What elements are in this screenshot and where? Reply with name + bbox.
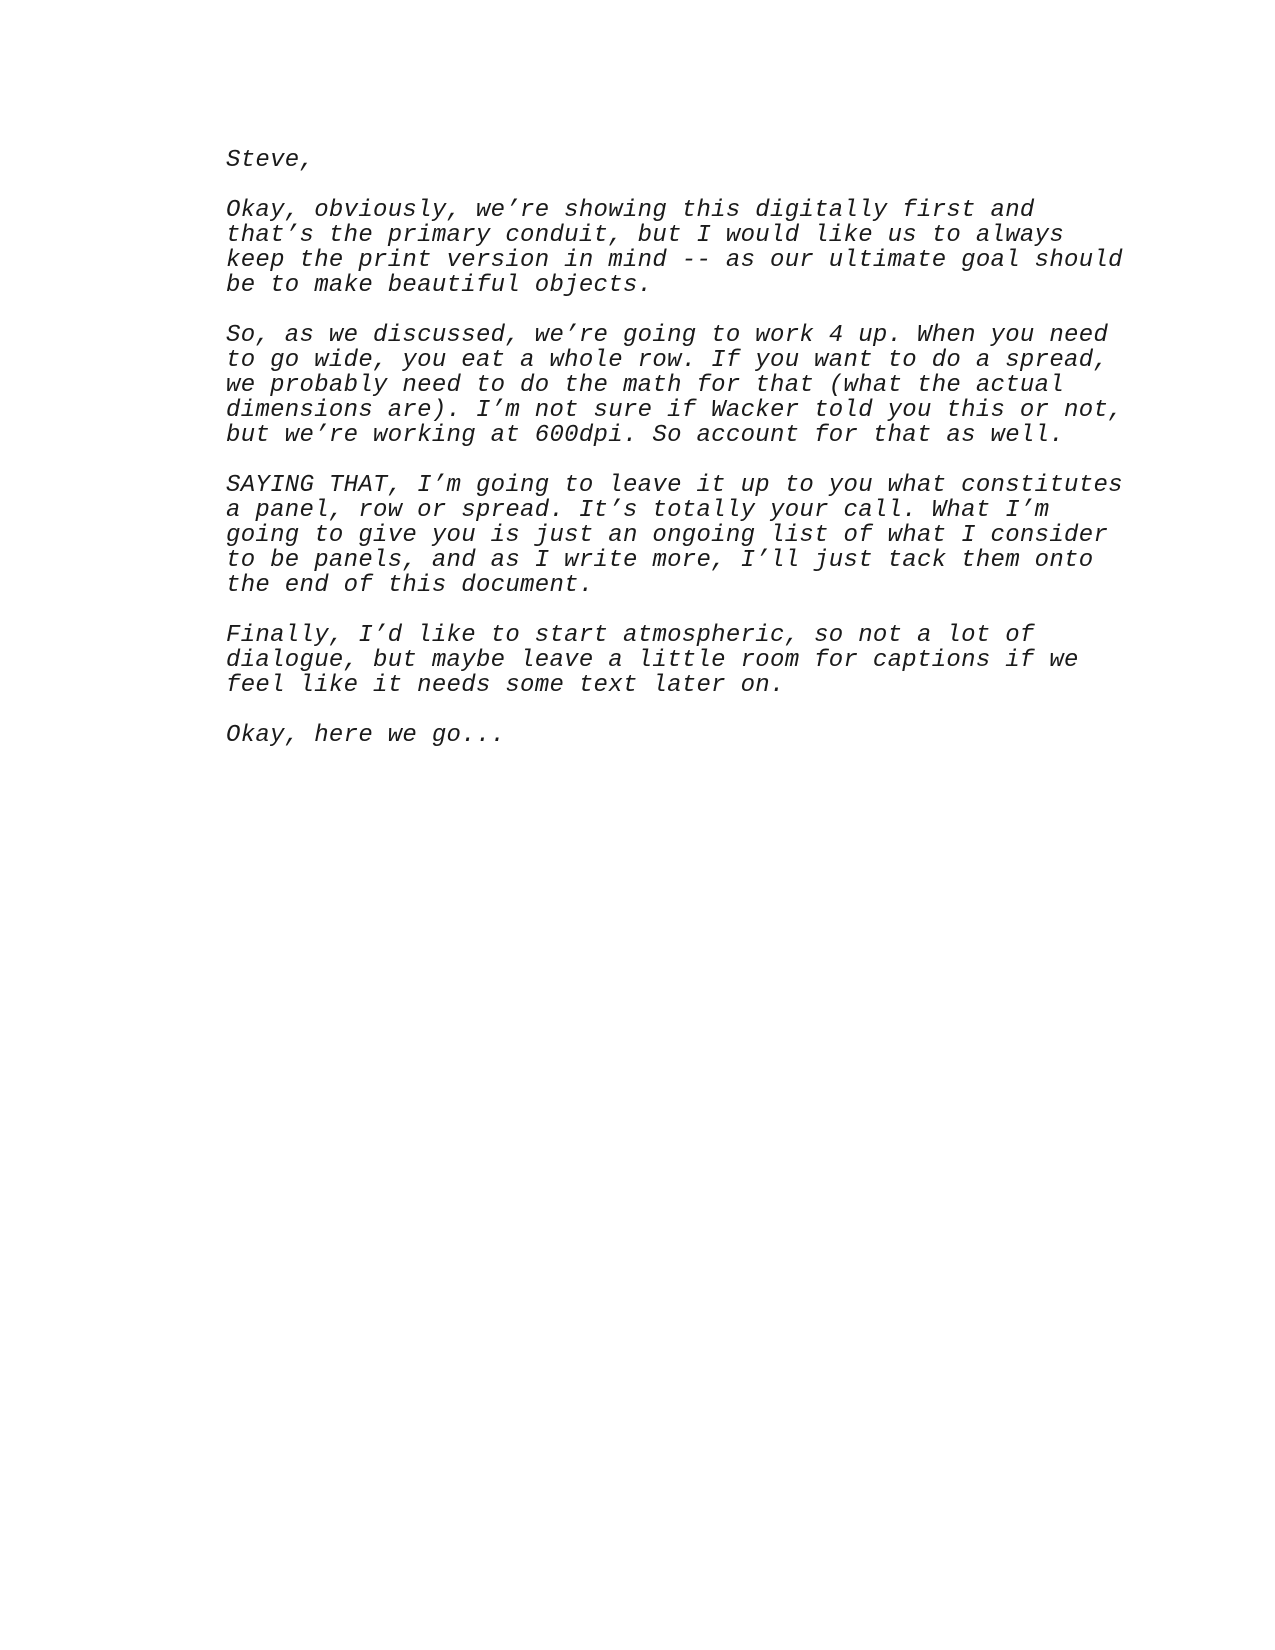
- paragraph-line: dialogue, but maybe leave a little room for captions if we: [226, 647, 1079, 674]
- paragraph-layout: [226, 323, 1126, 448]
- paragraph-print-version: [226, 198, 1126, 298]
- paragraph-line: we probably need to do the math for that (what the actual: [226, 372, 1065, 399]
- paragraph-line: going to give you is just an ongoing list of what I consider: [226, 522, 1109, 549]
- paragraph-line: dimensions are). I’m not sure if Wacker told you this or not,: [226, 397, 1123, 424]
- paragraph-line: to go wide, you eat a whole row. If you want to do a spread,: [226, 347, 1109, 374]
- salutation-line: Steve,: [226, 147, 315, 174]
- paragraph-line: but we’re working at 600dpi. So account for that as well.: [226, 422, 1065, 449]
- paragraph-line: a panel, row or spread. It’s totally your call. What I’m: [226, 497, 1050, 524]
- paragraph-line: feel like it needs some text later on.: [226, 672, 785, 699]
- salutation: [226, 148, 1126, 173]
- paragraph-line: keep the print version in mind -- as our ultimate goal should: [226, 247, 1123, 274]
- paragraph-line: be to make beautiful objects.: [226, 272, 653, 299]
- letter-body: [226, 148, 1126, 773]
- paragraph-line: that’s the primary conduit, but I would like us to always: [226, 222, 1065, 249]
- paragraph-panels: [226, 473, 1126, 598]
- paragraph-line: Okay, obviously, we’re showing this digitally first and: [226, 197, 1035, 224]
- paragraph-line: Finally, I’d like to start atmospheric, so not a lot of: [226, 622, 1035, 649]
- paragraph-line: the end of this document.: [226, 572, 594, 599]
- closing: [226, 723, 1126, 748]
- paragraph-atmosphere: [226, 623, 1126, 698]
- closing-line: Okay, here we go...: [226, 722, 506, 749]
- paragraph-line: SAYING THAT, I’m going to leave it up to you what constitutes: [226, 472, 1123, 499]
- paragraph-line: to be panels, and as I write more, I’ll just tack them onto: [226, 547, 1094, 574]
- paragraph-line: So, as we discussed, we’re going to work 4 up. When you need: [226, 322, 1109, 349]
